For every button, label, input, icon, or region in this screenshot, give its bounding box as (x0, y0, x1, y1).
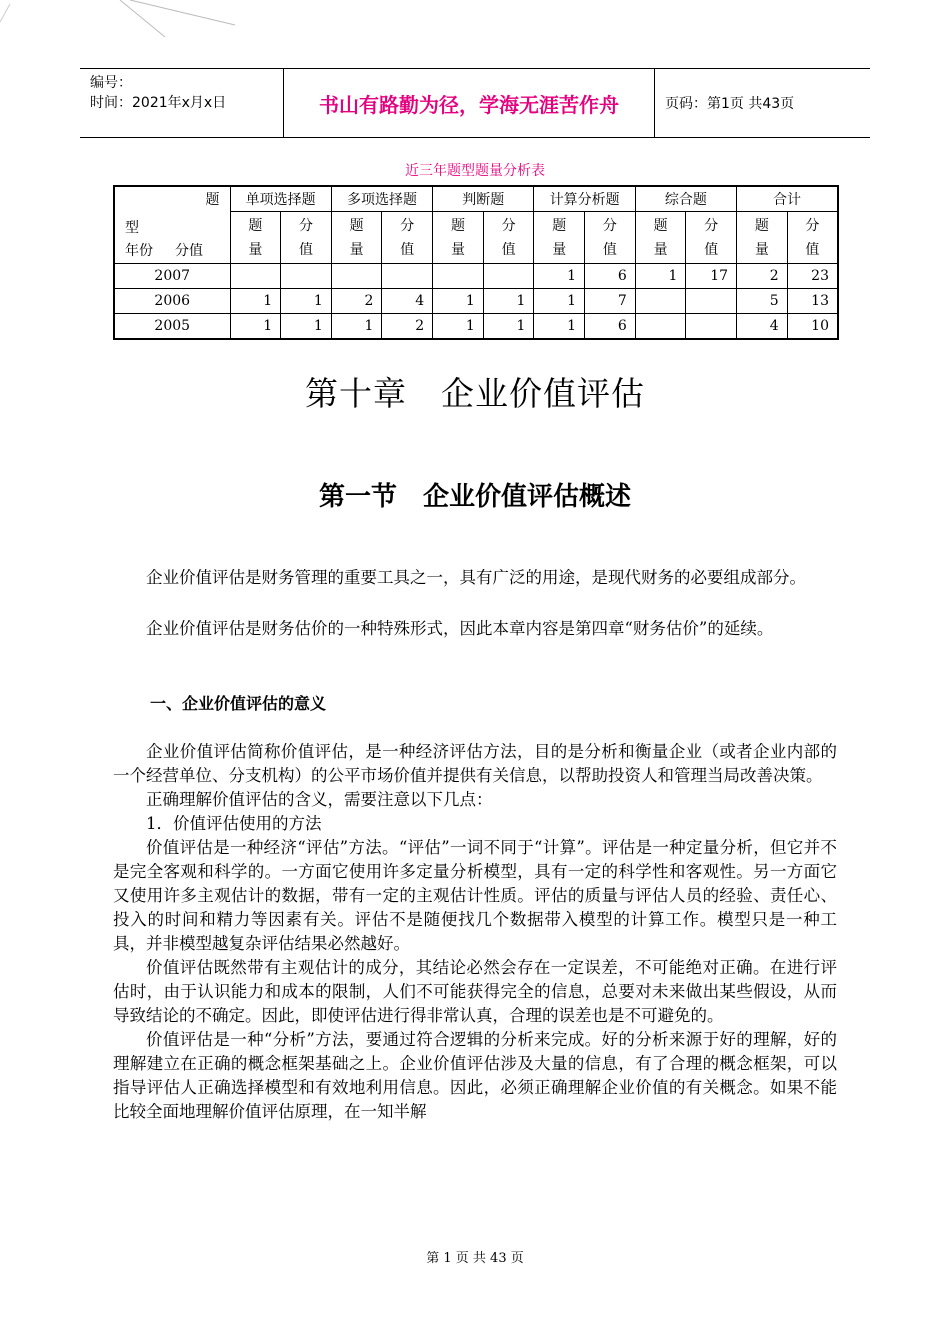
value-cell (433, 264, 484, 289)
main-text (113, 740, 837, 1124)
paragraph: 1．价值评估使用的方法 (146, 814, 322, 833)
value-cell (382, 264, 433, 289)
value-cell: 13 (787, 289, 838, 314)
value-cell (635, 289, 686, 314)
value-cell (483, 264, 534, 289)
value-cell: 1 (230, 314, 281, 340)
value-cell: 1 (483, 314, 534, 340)
value-cell: 1 (534, 264, 585, 289)
year-cell: 2006 (114, 289, 230, 314)
intro-paragraph (113, 566, 837, 590)
value-cell: 23 (787, 264, 838, 289)
value-cell: 4 (382, 289, 433, 314)
sub-header-score: 分 值 (585, 212, 636, 264)
sub-header-count: 题 量 (331, 212, 382, 264)
page-footer: 第 1 页 共 43 页 (426, 1251, 524, 1266)
value-cell: 5 (737, 289, 788, 314)
question-stats-table (113, 185, 839, 340)
sub-header-score: 分 值 (686, 212, 737, 264)
sub-header-count: 题 量 (737, 212, 788, 264)
value-cell: 1 (534, 289, 585, 314)
group-header: 判断题 (433, 186, 534, 212)
value-cell: 1 (281, 289, 332, 314)
value-cell (230, 264, 281, 289)
table-row (114, 289, 838, 314)
group-header: 计算分析题 (534, 186, 635, 212)
table-caption: 近三年题型题量分析表 (405, 163, 545, 179)
sub-header-count: 题 量 (635, 212, 686, 264)
corner-title: 题 (205, 192, 220, 208)
corner-year: 年份 (125, 243, 153, 259)
value-cell (635, 314, 686, 340)
year-cell: 2007 (114, 264, 230, 289)
paragraph: 价值评估是一种“分析”方法，要通过符合逻辑的分析来完成。好的分析来源于好的理解，好的理解建立在正确的概念框架基础之上。企业价值评估涉及大量的信息，有了合理的概念框架，可以指导评估人正确选择模型和有效地利用信息。因此，必须正确理解企业价值的有关概念。如果不能比较全面地理解价值评估原理，在一知半解 (113, 1030, 837, 1121)
sub-header-count: 题 量 (534, 212, 585, 264)
paragraph: 价值评估是一种经济“评估”方法。“评估”一词不同于“计算”。评估是一种定量分析，但它并不是完全客观和科学的。一方面它使用许多定量分析模型，具有一定的科学性和客观性。另一方面它又使用许多主观估计的数据，带有一定的主观估计性质。评估的质量与评估人员的经验、责任心、投入的时间和精力等因素有关。评估不是随便找几个数据带入模型的计算工作。模型只是一种工具，并非模型越复杂评估结果必然越好。 (113, 838, 837, 953)
table-row (114, 314, 838, 340)
value-cell: 1 (635, 264, 686, 289)
subheading: 一、企业价值评估的意义 (150, 694, 327, 713)
paragraph: 企业价值评估简称价值评估，是一种经济评估方法，目的是分析和衡量企业（或者企业内部的一个经营单位、分支机构）的公平市场价值并提供有关信息，以帮助投资人和管理当局改善决策。 (113, 742, 837, 785)
value-cell: 2 (331, 289, 382, 314)
value-cell (281, 264, 332, 289)
intro-paragraph (113, 617, 837, 641)
group-header: 综合题 (635, 186, 736, 212)
value-cell: 1 (483, 289, 534, 314)
value-cell: 1 (534, 314, 585, 340)
sub-header-score: 分 值 (483, 212, 534, 264)
header-page-info: 页码：第1页 共43页 (665, 96, 795, 112)
paragraph: 企业价值评估是财务估价的一种特殊形式，因此本章内容是第四章“财务估价”的延续。 (146, 619, 774, 638)
header-meta (80, 69, 283, 137)
value-cell: 6 (585, 314, 636, 340)
value-cell: 10 (787, 314, 838, 340)
value-cell: 1 (433, 289, 484, 314)
value-cell (686, 314, 737, 340)
paragraph: 价值评估既然带有主观估计的成分，其结论必然会存在一定误差，不可能绝对正确。在进行评估时，由于认识能力和成本的限制，人们不可能获得完全的信息，总要对未来做出某些假设，从而导致结论的不确定。因此，即使评估进行得非常认真，合理的误差也是不可避免的。 (113, 958, 837, 1025)
value-cell: 1 (331, 314, 382, 340)
section-title: 第一节 企业价值评估概述 (318, 482, 631, 512)
value-cell: 1 (433, 314, 484, 340)
paragraph: 企业价值评估是财务管理的重要工具之一，具有广泛的用途，是现代财务的必要组成部分。 (146, 568, 806, 587)
chapter-title: 第十章 企业价值评估 (305, 374, 645, 413)
value-cell: 6 (585, 264, 636, 289)
year-cell: 2005 (114, 314, 230, 340)
decorative-corner-lines (0, 0, 240, 45)
sub-header-count: 题 量 (433, 212, 484, 264)
value-cell: 17 (686, 264, 737, 289)
value-cell: 2 (737, 264, 788, 289)
time-label: 时间：2021年x月x日 (90, 95, 227, 111)
table-corner-cell (114, 186, 230, 264)
sub-header-score: 分 值 (281, 212, 332, 264)
value-cell: 1 (230, 289, 281, 314)
corner-score: 分值 (175, 243, 203, 259)
value-cell (686, 289, 737, 314)
sub-header-count: 题 量 (230, 212, 281, 264)
table-row (114, 264, 838, 289)
group-header: 合计 (737, 186, 838, 212)
number-label: 编号： (90, 75, 132, 91)
corner-type: 型 (125, 220, 139, 236)
group-header: 多项选择题 (331, 186, 432, 212)
sub-header-score: 分 值 (787, 212, 838, 264)
value-cell: 2 (382, 314, 433, 340)
group-header: 单项选择题 (230, 186, 331, 212)
value-cell: 4 (737, 314, 788, 340)
value-cell (331, 264, 382, 289)
value-cell: 1 (281, 314, 332, 340)
page-header (80, 68, 870, 138)
header-motto: 书山有路勤为径，学海无涯苦作舟 (283, 69, 655, 137)
sub-header-score: 分 值 (382, 212, 433, 264)
value-cell: 7 (585, 289, 636, 314)
paragraph: 正确理解价值评估的含义，需要注意以下几点： (146, 790, 493, 809)
